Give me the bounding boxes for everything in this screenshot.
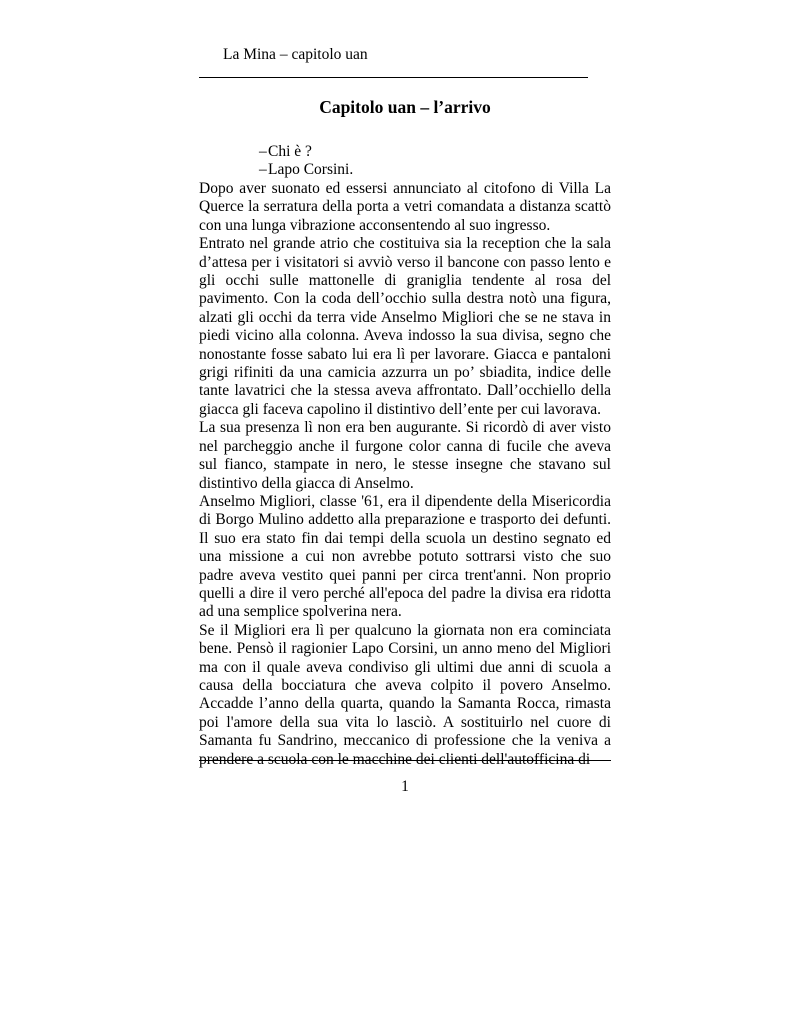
dialogue-dash: –: [259, 161, 267, 179]
paragraph: Dopo aver suonato ed essersi annunciato al citofono di Villa La Querce la serratura della porta a vetri comandata a distanza scattò con una lunga vibrazione acconsentendo al suo ingresso.: [199, 180, 611, 234]
dialogue-text: Chi è ?: [268, 143, 312, 160]
running-header: La Mina – capitolo uan: [223, 46, 368, 63]
dialogue-dash: –: [259, 143, 267, 160]
header-divider: [199, 77, 588, 78]
page-number: 1: [401, 778, 409, 795]
paragraph: Entrato nel grande atrio che costituiva sia la reception che la sala d’attesa per i visitatori si avviò verso il bancone con passo lento e gli occhi sulle mattonelle di graniglia tendente al rosa del pavimento. Con la coda dell’occhio sulla destra notò una figura, alzati gli occhi da terra vide Anselmo Migliori che se ne stava in piedi vicino alla colonna. Aveva indosso la sua divisa, segno che nonostante fosse sabato lui era lì per lavorare. Giacca e pantaloni grigi rifiniti da una camicia azzurra un po’ sbiadita, indice delle tante lavatrici che la stessa aveva affrontato. Dall’occhiello della giacca gli faceva capolino il distintivo dell’ente per cui lavorava.: [199, 235, 611, 418]
paragraph: Anselmo Migliori, classe '61, era il dipendente della Misericordia di Borgo Mulino addetto alla preparazione e trasporto dei defunti. Il suo era stato fin dai tempi della scuola un destino segnato ed una missione a cui non avrebbe potuto sottrarsi visto che suo padre aveva vestito quei panni per circa trent'anni. Non proprio quelli a dire il vero perché all'epoca del padre la divisa era ridotta ad una semplice spolverina nera.: [199, 492, 611, 621]
chapter-title: Capitolo uan – l’arrivo: [319, 97, 491, 117]
paragraph: La sua presenza lì non era ben augurante. Si ricordò di aver visto nel parcheggio anche il furgone color canna di fucile che aveva sul fianco, stampate in nero, le stesse insegne che stavano sul distintivo della giacca di Anselmo.: [199, 419, 611, 492]
paragraph: Se il Migliori era lì per qualcuno la giornata non era cominciata bene. Pensò il ragionier Lapo Corsini, un anno meno del Migliori ma con il quale aveva condiviso gli ultimi due anni di scuola a causa della bocciatura che aveva colpito il povero Anselmo. Accadde l’anno della quarta, quando la Samanta Rocca, rimasta poi l'amore della sua vita lo lasciò. A sostituirlo nel cuore di Samanta fu Sandrino, meccanico di professione che la veniva a prendere a scuola con le macchine dei clienti dell'autofficina di: [199, 621, 611, 768]
dialogue-line: [199, 143, 611, 161]
footer-divider: [199, 760, 611, 761]
body-text: [199, 180, 611, 769]
dialogue-text: Lapo Corsini.: [268, 161, 354, 179]
dialogue-list: [199, 143, 611, 180]
dialogue-line: [199, 161, 611, 179]
